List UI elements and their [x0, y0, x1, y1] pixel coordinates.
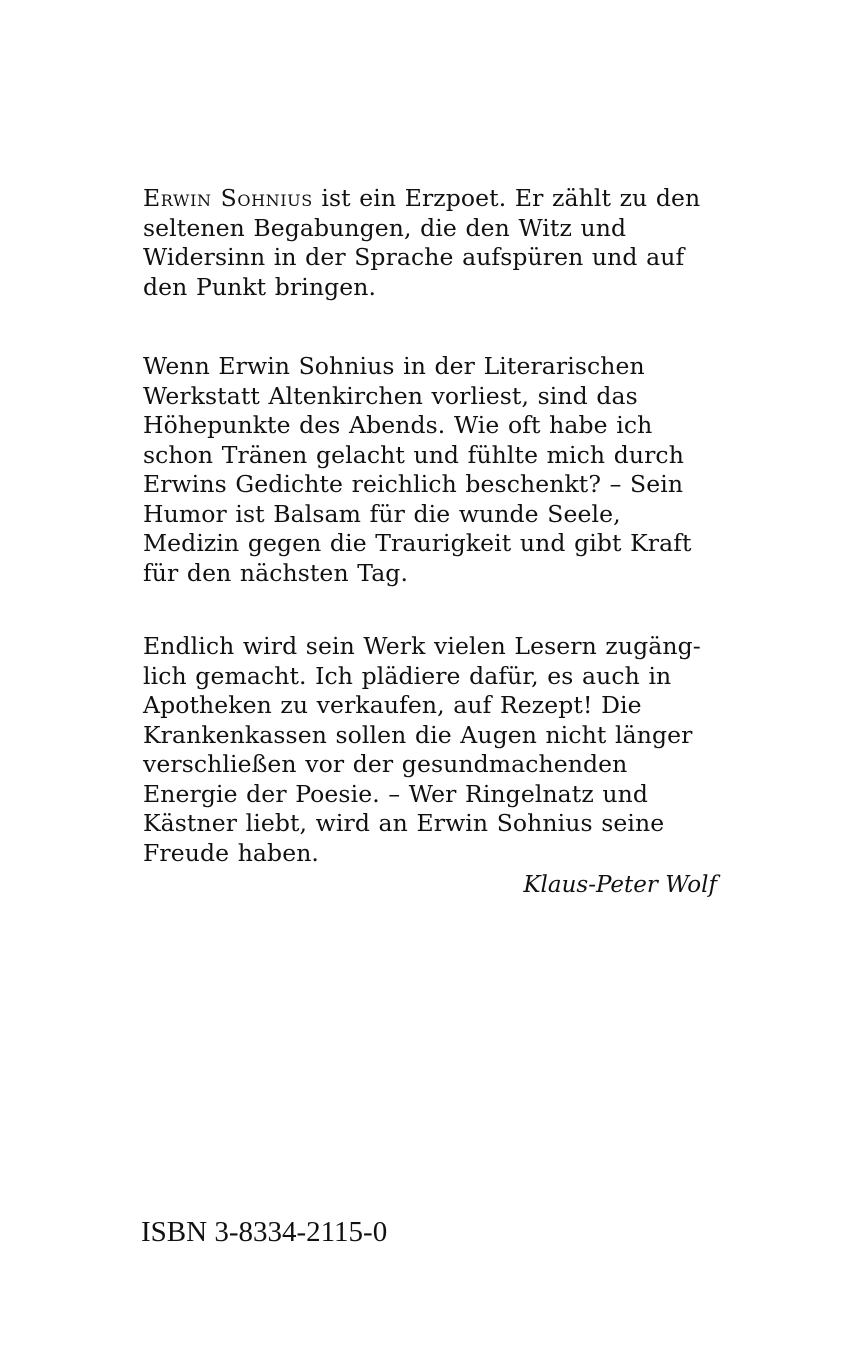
blurb-paragraph-3 [143, 632, 743, 868]
blurb-paragraph-1 [143, 184, 743, 302]
blurb-signature: Klaus-Peter Wolf [523, 872, 717, 898]
blurb-line: Höhepunkte des Abends. Wie oft habe ich [143, 411, 653, 439]
blurb-line: Humor ist Balsam für die wunde Seele, [143, 499, 621, 528]
blurb-line: Erwins Gedichte reichlich beschenkt? – Sein [143, 470, 684, 498]
author-name-smallcaps: Erwin Sohnius [143, 184, 313, 212]
blurb-line: Apotheken zu verkaufen, auf Rezept! Die [143, 691, 642, 719]
blurb-line: Kästner liebt, wird an Erwin Sohnius seine [143, 809, 665, 837]
blurb-line: Wenn Erwin Sohnius in der Literarischen [143, 352, 645, 380]
blurb-line: verschließen vor der gesundmachenden [143, 750, 628, 778]
blurb-line: Krankenkassen sollen die Augen nicht länger [143, 720, 693, 749]
blurb-line: schon Tränen gelacht und fühlte mich durch [143, 440, 684, 469]
isbn-number: ISBN 3-8334-2115-0 [141, 1216, 388, 1248]
blurb-line: für den nächsten Tag. [143, 558, 409, 587]
blurb-line: seltenen Begabungen, die den Witz und [143, 213, 627, 242]
blurb-paragraph-2 [143, 352, 743, 588]
blurb-line: Widersinn in der Sprache aufspüren und auf [143, 243, 685, 271]
blurb-line [143, 184, 743, 214]
blurb-line: lich gemacht. Ich plädiere dafür, es auch in [143, 661, 672, 690]
blurb-line: Endlich wird sein Werk vielen Lesern zugäng- [143, 632, 701, 660]
blurb-line: Energie der Poesie. – Wer Ringelnatz und [143, 779, 648, 808]
blurb-line: Medizin gegen die Traurigkeit und gibt Kraft [143, 529, 692, 557]
blurb-line-text: ist ein Erzpoet. Er zählt zu den [312, 184, 701, 212]
blurb-line: Werkstatt Altenkirchen vorliest, sind das [143, 381, 638, 410]
blurb-line: den Punkt bringen. [143, 272, 377, 301]
blurb-line: Freude haben. [143, 838, 320, 867]
